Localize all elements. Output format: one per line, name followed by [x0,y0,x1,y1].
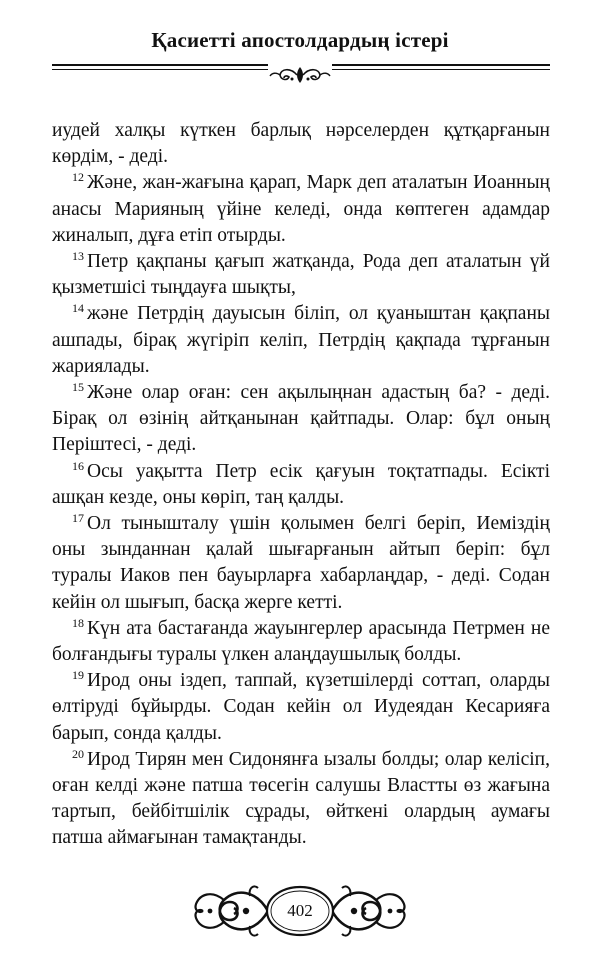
verse-text: және Петрдің дауысын біліп, ол қуаныштан қақпаны ашпады, бірақ жүгіріп келіп, Петрдің қақпада тұрғанын жариялады. [52,303,550,377]
page-number: 402 [287,901,313,920]
verse-continuation: иудей халқы күткен барлық нәрселерден құтқарғанын көрдім, - деді. [52,120,550,168]
verse-text: Осы уақытта Петр есік қағуын тоқтатпады. Есікті ашқан кезде, оны көріп, таң қалды. [52,460,550,508]
verse-paragraph [52,668,550,747]
verse-text: Күн ата бастағанда жауынгерлер арасында Петрмен не болғандығы туралы үлкен алаңдаушылық болды. [52,617,550,666]
verse-paragraph [52,616,550,668]
verse-paragraph [52,301,550,380]
verse-text: Және, жан-жағына қарап, Марк деп аталатын Иоанның анасы Марияның үйіне келеді, онда көптеген адамдар жиналып, дұға етіп отырды. [52,172,550,246]
verse-number: 12 [72,170,84,185]
verse-paragraph [52,747,550,852]
verse-number: 20 [72,746,84,761]
verse-text: Ол тынышталу үшін қолымен белгі беріп, Иеміздің оны зынданнан қалай шығарғанын айтып беріп: бұл туралы Иаков пен бауырларға хабарлаңдар, - деді. Содан кейін ол шығып, басқа жерге кетті. [52,513,550,613]
verse-text: Ирод оны іздеп, таппай, күзетшілерді соттап, оларды өлтіруді бұйырды. Содан кейін ол Иудеядан Кесарияға барып, сонда қалды. [52,670,550,744]
scripture-text [52,118,550,852]
verse-number: 13 [72,249,84,264]
verse-number: 14 [72,301,84,316]
verse-text: Ирод Тирян мен Сидонянға ызалы болды; олар келісіп, оған келді және патша төсегін салушы Властты өз жағына тартып, бейбітшілік сұрады, өйткені олардың аумағы патша аймағынан тамақтанды. [52,748,550,849]
verse-number: 18 [72,615,84,630]
verse-paragraph [52,249,550,301]
verse-text: Петр қақпаны қағып жатқанда, Рода деп аталатын үй қызметшісі тыңдауға шықты, [52,251,550,299]
verse-paragraph [52,380,550,459]
verse-paragraph [52,459,550,511]
verse-text: Және олар оған: сен ақылыңнан адастың ба? - деді. Бірақ ол өзінің айтқанынан қайтпады. Олар: бұл оның Періштесі, - деді. [52,382,550,456]
floral-ornament-icon [268,64,332,86]
verse-paragraph [52,511,550,616]
verse-number: 15 [72,380,84,395]
verse-number: 17 [72,511,84,526]
verse-number: 19 [72,668,84,683]
running-header-title: Қасиетті апостолдардың істері [151,28,449,52]
verse-paragraph [52,170,550,249]
verse-number: 16 [72,458,84,473]
